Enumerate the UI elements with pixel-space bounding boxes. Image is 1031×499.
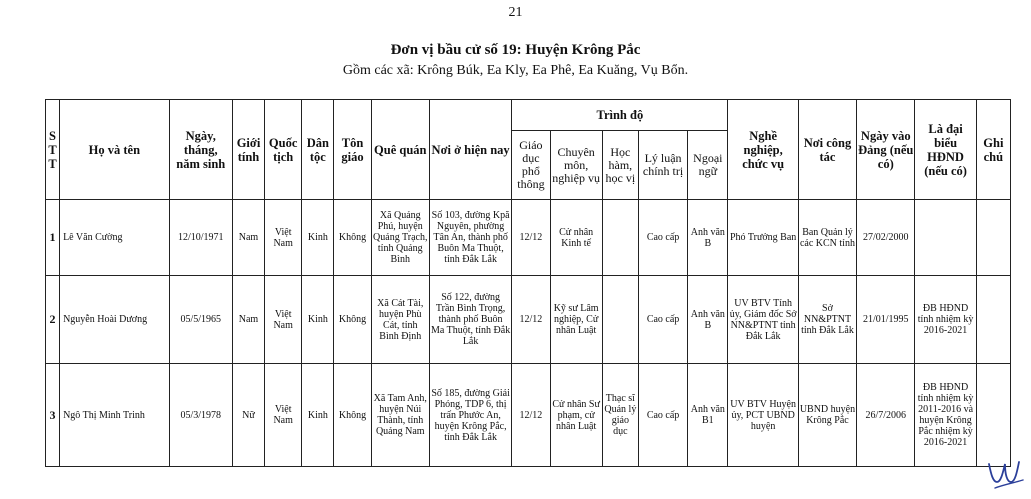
cell-gender: Nam [232, 200, 264, 276]
cell-specialty: Cử nhân Kinh tế [550, 200, 602, 276]
cell-delegate [915, 200, 976, 276]
cell-occupation: UV BTV Huyện ủy, PCT UBND huyện [728, 364, 798, 467]
cell-name: Ngô Thị Minh Trinh [60, 364, 170, 467]
table-row [46, 276, 1011, 364]
cell-language: Anh văn B [688, 200, 728, 276]
header-party-date: Ngày vào Đảng (nếu có) [857, 100, 915, 200]
header-language: Ngoại ngữ [688, 131, 728, 200]
cell-residence: Số 185, đường Giải Phóng, TDP 6, thị trấn Phước An, huyện Krông Pắc, tỉnh Đắk Lắk [429, 364, 511, 467]
header-academic: Học hàm, học vị [602, 131, 638, 200]
cell-religion: Không [334, 364, 371, 467]
cell-hometown: Xã Cát Tài, huyện Phù Cát, tỉnh Bình Định [371, 276, 429, 364]
cell-stt: 3 [46, 364, 60, 467]
header-ethnicity: Dân tộc [302, 100, 334, 200]
cell-academic: Thạc sĩ Quản lý giáo dục [602, 364, 638, 467]
cell-ethnicity: Kinh [302, 276, 334, 364]
header-occupation: Nghề nghiệp, chức vụ [728, 100, 798, 200]
cell-occupation: UV BTV Tỉnh ủy, Giám đốc Sở NN&PTNT tỉnh Đắk Lắk [728, 276, 798, 364]
header-specialty: Chuyên môn, nghiệp vụ [550, 131, 602, 200]
cell-nationality: Việt Nam [265, 276, 302, 364]
header-dob: Ngày, tháng, năm sinh [169, 100, 232, 200]
cell-dob: 05/3/1978 [169, 364, 232, 467]
cell-workplace: Sở NN&PTNT tỉnh Đắk Lắk [798, 276, 856, 364]
cell-dob: 05/5/1965 [169, 276, 232, 364]
document-title: Đơn vị bầu cử số 19: Huyện Krông Pắc [390, 42, 641, 58]
cell-party-date: 27/02/2000 [857, 200, 915, 276]
handwritten-initial-mark [985, 452, 1025, 492]
cell-note [976, 276, 1010, 364]
header-political: Lý luận chính trị [638, 131, 687, 200]
cell-political: Cao cấp [638, 276, 687, 364]
cell-dob: 12/10/1971 [169, 200, 232, 276]
cell-nationality: Việt Nam [265, 364, 302, 467]
cell-gender: Nam [232, 276, 264, 364]
cell-party-date: 21/01/1995 [857, 276, 915, 364]
cell-stt: 2 [46, 276, 60, 364]
cell-specialty: Cử nhân Sư phạm, cử nhân Luật [550, 364, 602, 467]
header-workplace: Nơi công tác [798, 100, 856, 200]
cell-residence: Số 103, đường Kpă Nguyên, phường Tân An, thành phố Buôn Ma Thuột, tỉnh Đắk Lắk [429, 200, 511, 276]
cell-workplace: Ban Quản lý các KCN tỉnh [798, 200, 856, 276]
page-number: 21 [508, 5, 523, 20]
cell-ethnicity: Kinh [302, 364, 334, 467]
cell-political: Cao cấp [638, 200, 687, 276]
table-row [46, 200, 1011, 276]
cell-note [976, 200, 1010, 276]
cell-ethnicity: Kinh [302, 200, 334, 276]
header-note: Ghi chú [976, 100, 1010, 200]
cell-specialty: Kỹ sư Lâm nghiệp, Cử nhân Luật [550, 276, 602, 364]
cell-hometown: Xã Tam Anh, huyện Núi Thành, tỉnh Quảng Nam [371, 364, 429, 467]
cell-academic [602, 276, 638, 364]
header-hometown: Quê quán [371, 100, 429, 200]
cell-language: Anh văn B1 [688, 364, 728, 467]
cell-academic [602, 200, 638, 276]
header-residence: Nơi ở hiện nay [429, 100, 511, 200]
header-delegate: Là đại biểu HĐND (nếu có) [915, 100, 976, 200]
cell-language: Anh văn B [688, 276, 728, 364]
header-education-group: Trình độ [512, 100, 728, 131]
cell-religion: Không [334, 276, 371, 364]
candidate-table [45, 99, 1011, 467]
cell-nationality: Việt Nam [265, 200, 302, 276]
cell-delegate: ĐB HĐND tỉnh nhiệm kỳ 2011-2016 và huyện Krông Pắc nhiệm kỳ 2016-2021 [915, 364, 976, 467]
header-stt: STT [46, 100, 60, 200]
header-gender: Giới tính [232, 100, 264, 200]
cell-name: Lê Văn Cường [60, 200, 170, 276]
table-row [46, 364, 1011, 467]
cell-residence: Số 122, đường Trần Bình Trọng, thành phố Buôn Ma Thuột, tỉnh Đắk Lắk [429, 276, 511, 364]
cell-stt: 1 [46, 200, 60, 276]
cell-religion: Không [334, 200, 371, 276]
cell-workplace: UBND huyện Krông Pắc [798, 364, 856, 467]
header-general-edu: Giáo dục phổ thông [512, 131, 550, 200]
cell-general-edu: 12/12 [512, 364, 550, 467]
cell-political: Cao cấp [638, 364, 687, 467]
header-name: Họ và tên [60, 100, 170, 200]
header-nationality: Quốc tịch [265, 100, 302, 200]
cell-general-edu: 12/12 [512, 276, 550, 364]
cell-party-date: 26/7/2006 [857, 364, 915, 467]
cell-delegate: ĐB HĐND tỉnh nhiệm kỳ 2016-2021 [915, 276, 976, 364]
cell-name: Nguyễn Hoài Dương [60, 276, 170, 364]
header-religion: Tôn giáo [334, 100, 371, 200]
cell-general-edu: 12/12 [512, 200, 550, 276]
cell-hometown: Xã Quảng Phú, huyện Quảng Trạch, tỉnh Quảng Bình [371, 200, 429, 276]
cell-gender: Nữ [232, 364, 264, 467]
cell-occupation: Phó Trưởng Ban [728, 200, 798, 276]
document-subtitle: Gồm các xã: Krông Búk, Ea Kly, Ea Phê, Ea Kuăng, Vụ Bổn. [342, 63, 689, 78]
